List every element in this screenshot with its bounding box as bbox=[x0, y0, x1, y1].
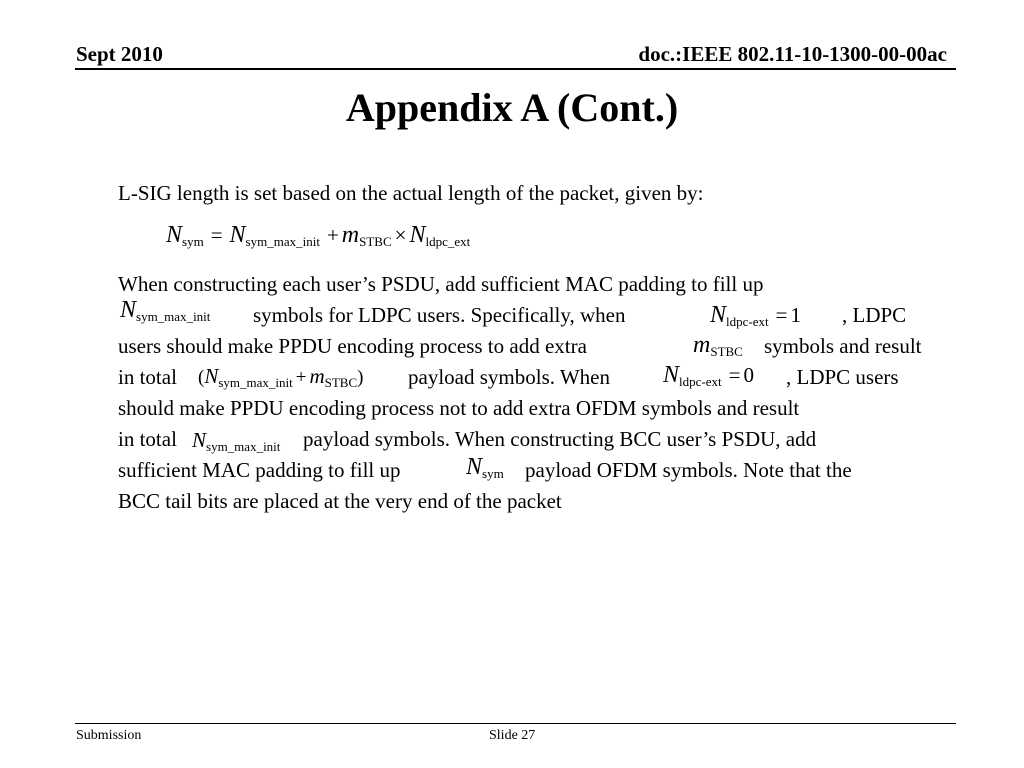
footer-divider bbox=[75, 723, 956, 724]
slide-title: Appendix A (Cont.) bbox=[345, 85, 679, 130]
header-doc-id: doc.:IEEE 802.11-10-1300-00-00ac bbox=[638, 42, 947, 66]
header-divider bbox=[75, 68, 956, 70]
math-symbol: N bbox=[229, 222, 246, 248]
math-number: 1 bbox=[790, 303, 801, 327]
math-operator: + bbox=[295, 367, 307, 388]
nldpc-ext-eq-0 bbox=[663, 362, 754, 389]
paragraph-line: BCC tail bits are placed at the very end of the packet bbox=[118, 489, 562, 513]
math-subscript: ldpc-ext bbox=[726, 314, 769, 329]
math-paren: ( bbox=[198, 367, 205, 388]
paragraph-line: symbols and result bbox=[764, 334, 922, 358]
paragraph-line: in total bbox=[118, 365, 177, 389]
math-subscript: sym_max_init bbox=[218, 375, 293, 390]
math-symbol: m bbox=[693, 332, 711, 358]
nsym-equation bbox=[166, 222, 470, 249]
nsym-max-init-symbol bbox=[192, 428, 280, 453]
math-operator: + bbox=[326, 223, 339, 247]
math-operator: = bbox=[775, 303, 788, 327]
paragraph-line: payload OFDM symbols. Note that the bbox=[525, 458, 852, 482]
math-symbol: N bbox=[166, 222, 183, 248]
paragraph-line: , LDPC users bbox=[786, 365, 899, 389]
math-subscript: sym_max_init bbox=[245, 234, 320, 249]
math-operator: = bbox=[728, 363, 741, 387]
math-paren: ) bbox=[357, 367, 364, 388]
paragraph-line: payload symbols. When constructing BCC user’s PSDU, add bbox=[303, 427, 817, 451]
math-symbol: N bbox=[409, 222, 426, 248]
math-subscript: sym bbox=[482, 466, 504, 481]
paragraph-line: payload symbols. When bbox=[408, 365, 611, 389]
math-symbol: N bbox=[710, 302, 727, 328]
mstbc-symbol bbox=[693, 332, 743, 359]
math-subscript: ldpc-ext bbox=[679, 374, 722, 389]
math-operator: × bbox=[394, 223, 407, 247]
math-number: 0 bbox=[743, 363, 754, 387]
math-subscript: sym bbox=[182, 234, 204, 249]
math-symbol: m bbox=[341, 222, 360, 248]
math-subscript: sym_max_init bbox=[206, 439, 281, 454]
math-symbol: N bbox=[192, 428, 207, 452]
footer-submission: Submission bbox=[76, 728, 142, 743]
math-subscript: sym_max_init bbox=[136, 309, 211, 324]
nsym-symbol bbox=[466, 454, 504, 481]
intro-text: L-SIG length is set based on the actual length of the packet, given by: bbox=[118, 181, 704, 205]
nsym-max-init-plus-mstbc bbox=[198, 364, 363, 389]
math-symbol: N bbox=[663, 362, 680, 388]
nldpc-ext-eq-1 bbox=[710, 302, 801, 329]
math-symbol: N bbox=[466, 454, 483, 480]
math-symbol: m bbox=[309, 364, 325, 388]
math-symbol: N bbox=[204, 364, 219, 388]
math-subscript: ldpc_ext bbox=[425, 234, 471, 249]
paragraph-line: users should make PPDU encoding process to add extra bbox=[118, 334, 587, 358]
paragraph-line: sufficient MAC padding to fill up bbox=[118, 458, 401, 482]
paragraph-line: symbols for LDPC users. Specifically, when bbox=[253, 303, 626, 327]
paragraph-line: should make PPDU encoding process not to add extra OFDM symbols and result bbox=[118, 396, 800, 420]
header-date: Sept 2010 bbox=[76, 42, 163, 66]
math-subscript: STBC bbox=[324, 375, 358, 390]
footer-slide-number: Slide 27 bbox=[489, 728, 536, 743]
paragraph-line: When constructing each user’s PSDU, add sufficient MAC padding to fill up bbox=[118, 272, 764, 296]
math-symbol: N bbox=[120, 297, 137, 323]
nsym-max-init-symbol bbox=[120, 297, 210, 324]
paragraph-line: in total bbox=[118, 427, 177, 451]
paragraph-line: , LDPC bbox=[842, 303, 907, 327]
math-subscript: STBC bbox=[359, 234, 392, 249]
math-operator: = bbox=[210, 223, 223, 247]
math-subscript: STBC bbox=[710, 344, 743, 359]
